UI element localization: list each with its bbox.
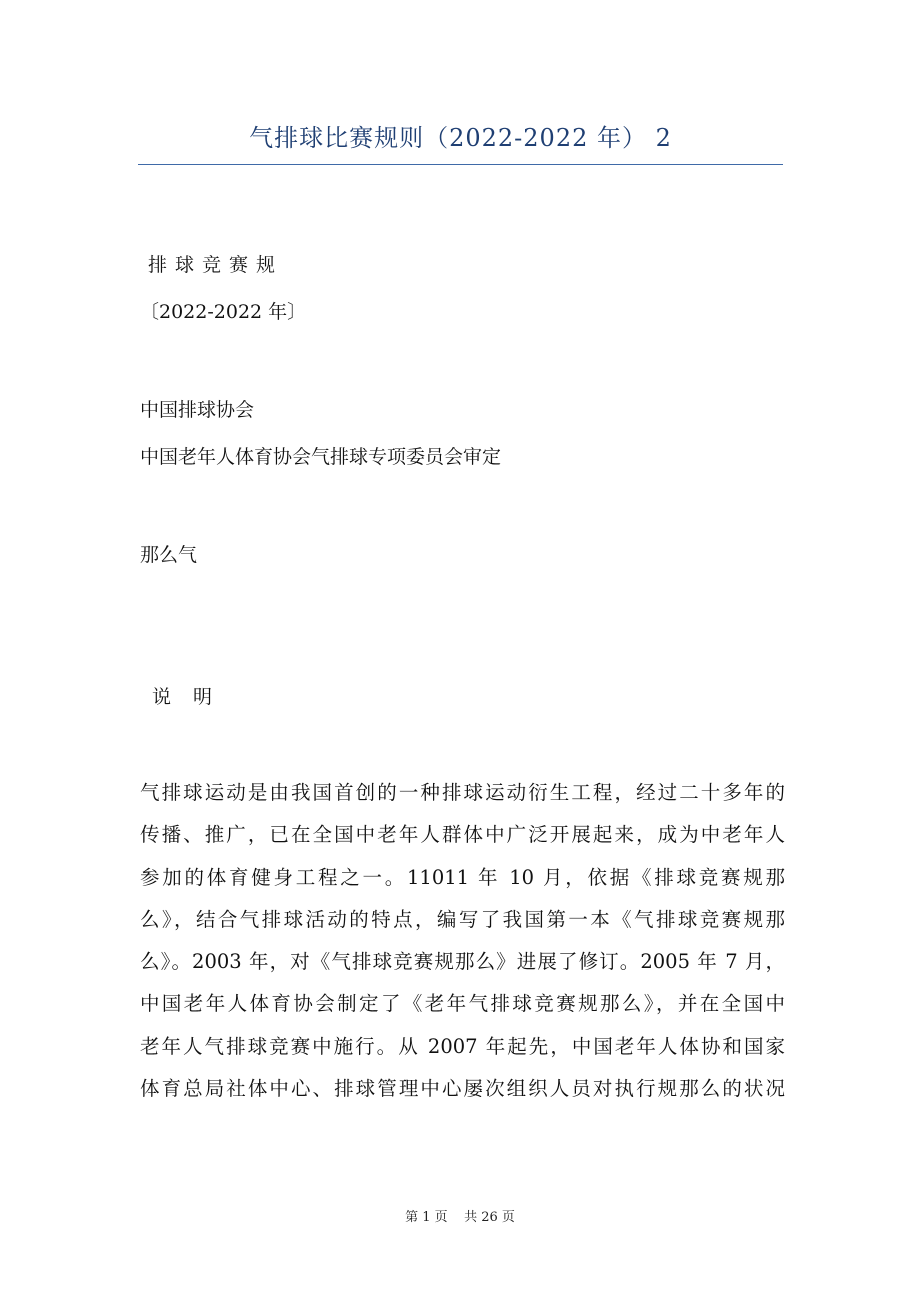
- org-primary: 中国排球协会: [140, 399, 255, 421]
- body-paragraph: [140, 772, 785, 1110]
- body-line: 传播、推广，已在全国中老年人群体中广泛开展起来，成为中老年人: [140, 823, 785, 847]
- page-number: 第 1 页 共 26 页: [405, 1210, 515, 1225]
- body-line: 气排球运动是由我国首创的一种排球运动衍生工程，经过二十多年的: [140, 781, 785, 804]
- body-line: 么》，结合气排球活动的特点，编写了我国第一本《气排球竞赛规那: [140, 907, 785, 931]
- body-line: 老年人气排球竞赛中施行。从 2007 年起先，中国老年人体协和国家: [140, 1034, 785, 1058]
- document-title: 气排球比赛规则（2022-2022 年） 2: [249, 124, 672, 152]
- body-line: 体育总局社体中心、排球管理中心屡次组织人员对执行规那么的状况: [140, 1077, 785, 1101]
- title-divider: [138, 164, 783, 165]
- body-line: 中国老年人体育协会制定了《老年气排球竞赛规那么》，并在全国中: [140, 992, 785, 1016]
- prefix-line: 那么气: [140, 544, 198, 566]
- body-line: 么》。2003 年，对《气排球竞赛规那么》进展了修订。2005 年 7 月，: [140, 950, 785, 974]
- rules-title: 排球竞赛规: [148, 254, 284, 276]
- section-heading: 说明: [152, 686, 235, 708]
- body-line: 参加的体育健身工程之一。11011 年 10 月，依据《排球竞赛规那: [140, 865, 785, 889]
- org-reviewer: 中国老年人体育协会气排球专项委员会审定: [140, 446, 502, 468]
- year-range: 〔2022-2022 年〕: [140, 301, 307, 323]
